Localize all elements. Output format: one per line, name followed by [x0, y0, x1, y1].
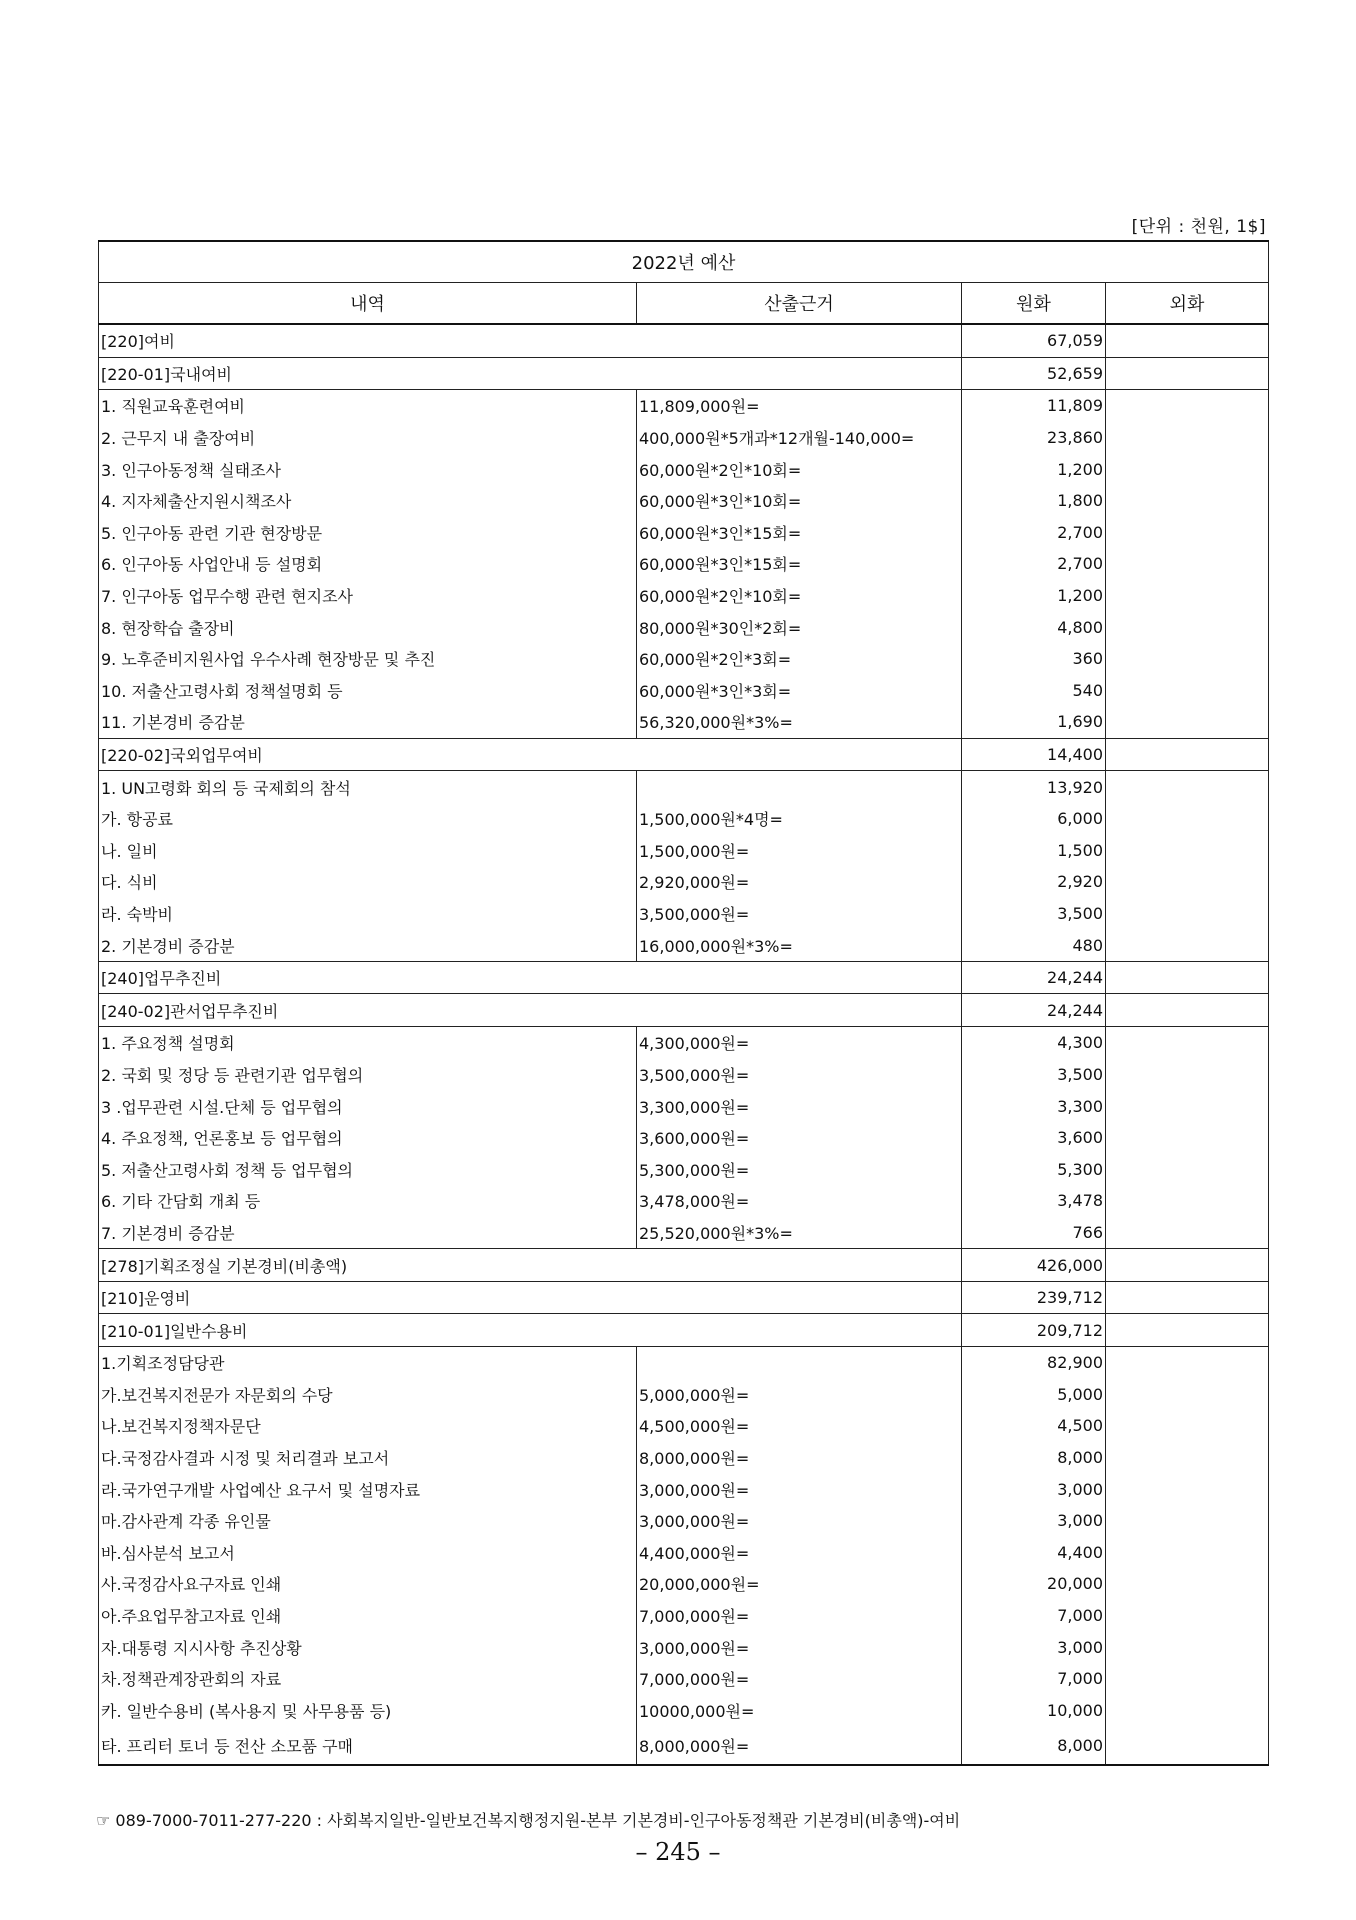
table-row: [99, 1185, 1269, 1217]
item-cell: 4. 주요정책, 언론홍보 등 업무협의: [99, 1122, 637, 1154]
table-row: [99, 1281, 1269, 1314]
basis-cell: 25,520,000원*3%=: [637, 1217, 962, 1249]
table-row: [99, 1153, 1269, 1185]
krw-amount-cell: 3,600: [962, 1122, 1106, 1154]
table-row: [99, 611, 1269, 643]
item-cell: 1. 주요정책 설명회: [99, 1027, 637, 1059]
item-cell: 3 .업무관련 시설.단체 등 업무협의: [99, 1090, 637, 1122]
foreign-amount-cell: [1106, 1505, 1269, 1537]
foreign-amount-cell: [1106, 835, 1269, 867]
krw-amount-cell: 8,000: [962, 1726, 1106, 1765]
item-cell: [210-01]일반수용비: [99, 1314, 962, 1347]
krw-amount-cell: 1,200: [962, 580, 1106, 612]
basis-cell: 60,000원*2인*10회=: [637, 453, 962, 485]
column-header-item: 내역: [99, 283, 637, 325]
krw-amount-cell: 4,400: [962, 1537, 1106, 1569]
item-cell: 라. 숙박비: [99, 898, 637, 930]
krw-amount-cell: 1,500: [962, 835, 1106, 867]
foreign-amount-cell: [1106, 1281, 1269, 1314]
basis-cell: 3,000,000원=: [637, 1505, 962, 1537]
foreign-amount-cell: [1106, 357, 1269, 390]
budget-year-header: 2022년 예산: [99, 241, 1269, 283]
item-cell: 1. UN고령화 회의 등 국제회의 참석: [99, 771, 637, 803]
table-row: [99, 1631, 1269, 1663]
table-row: [99, 1663, 1269, 1695]
krw-amount-cell: 2,700: [962, 548, 1106, 580]
foreign-amount-cell: [1106, 1726, 1269, 1765]
basis-cell: 11,809,000원=: [637, 390, 962, 422]
table-row: [99, 675, 1269, 707]
basis-cell: 60,000원*2인*10회=: [637, 580, 962, 612]
foreign-amount-cell: [1106, 1122, 1269, 1154]
column-header-basis: 산출근거: [637, 283, 962, 325]
foreign-amount-cell: [1106, 1027, 1269, 1059]
basis-cell: 2,920,000원=: [637, 866, 962, 898]
foreign-amount-cell: [1106, 771, 1269, 803]
table-row: [99, 390, 1269, 422]
basis-cell: 4,400,000원=: [637, 1537, 962, 1569]
basis-cell: 400,000원*5개과*12개월-140,000=: [637, 422, 962, 454]
item-cell: [240-02]관서업무추진비: [99, 994, 962, 1027]
item-cell: 3. 인구아동정책 실태조사: [99, 453, 637, 485]
basis-cell: 4,300,000원=: [637, 1027, 962, 1059]
foreign-amount-cell: [1106, 390, 1269, 422]
item-cell: 6. 인구아동 사업안내 등 설명회: [99, 548, 637, 580]
basis-cell: 7,000,000원=: [637, 1600, 962, 1632]
item-cell: 5. 인구아동 관련 기관 현장방문: [99, 517, 637, 549]
krw-amount-cell: 5,300: [962, 1153, 1106, 1185]
basis-cell: 3,300,000원=: [637, 1090, 962, 1122]
foreign-amount-cell: [1106, 1185, 1269, 1217]
krw-amount-cell: 11,809: [962, 390, 1106, 422]
foreign-amount-cell: [1106, 422, 1269, 454]
basis-cell: 60,000원*3인*15회=: [637, 548, 962, 580]
krw-amount-cell: 5,000: [962, 1379, 1106, 1411]
table-row: [99, 835, 1269, 867]
item-cell: 6. 기타 간담회 개최 등: [99, 1185, 637, 1217]
krw-amount-cell: 1,690: [962, 706, 1106, 738]
table-row: [99, 1473, 1269, 1505]
item-cell: 사.국정감사요구자료 인쇄: [99, 1568, 637, 1600]
table-row: [99, 738, 1269, 771]
krw-amount-cell: 20,000: [962, 1568, 1106, 1600]
basis-cell: 1,500,000원*4명=: [637, 803, 962, 835]
foreign-amount-cell: [1106, 1347, 1269, 1379]
column-header-foreign: 외화: [1106, 283, 1269, 325]
foreign-amount-cell: [1106, 1410, 1269, 1442]
krw-amount-cell: 8,000: [962, 1442, 1106, 1474]
foreign-amount-cell: [1106, 1379, 1269, 1411]
item-cell: [220-01]국내여비: [99, 357, 962, 390]
item-cell: 바.심사분석 보고서: [99, 1537, 637, 1569]
foreign-amount-cell: [1106, 1249, 1269, 1282]
basis-cell: 80,000원*30인*2회=: [637, 611, 962, 643]
krw-amount-cell: 82,900: [962, 1347, 1106, 1379]
item-cell: 마.감사관계 각종 유인물: [99, 1505, 637, 1537]
item-cell: 자.대통령 지시사항 추진상황: [99, 1631, 637, 1663]
table-row: [99, 643, 1269, 675]
krw-amount-cell: 52,659: [962, 357, 1106, 390]
basis-cell: 5,000,000원=: [637, 1379, 962, 1411]
krw-amount-cell: 426,000: [962, 1249, 1106, 1282]
item-cell: [220-02]국외업무여비: [99, 738, 962, 771]
basis-cell: [637, 771, 962, 803]
table-row: [99, 1314, 1269, 1347]
foreign-amount-cell: [1106, 1153, 1269, 1185]
table-row: [99, 422, 1269, 454]
item-cell: 10. 저출산고령사회 정책설명회 등: [99, 675, 637, 707]
krw-amount-cell: 7,000: [962, 1663, 1106, 1695]
table-row: [99, 1410, 1269, 1442]
basis-cell: 3,000,000원=: [637, 1473, 962, 1505]
table-row: [99, 517, 1269, 549]
table-row: [99, 1347, 1269, 1379]
krw-amount-cell: 209,712: [962, 1314, 1106, 1347]
table-row: [99, 580, 1269, 612]
foreign-amount-cell: [1106, 1314, 1269, 1347]
item-cell: 2. 국회 및 정당 등 관련기관 업무협의: [99, 1059, 637, 1091]
item-cell: [240]업무추진비: [99, 961, 962, 994]
table-row: [99, 1505, 1269, 1537]
item-cell: 나. 일비: [99, 835, 637, 867]
item-cell: 1. 직원교육훈련여비: [99, 390, 637, 422]
item-cell: 9. 노후준비지원사업 우수사례 현장방문 및 추진: [99, 643, 637, 675]
foreign-amount-cell: [1106, 324, 1269, 357]
item-cell: 5. 저출산고령사회 정책 등 업무협의: [99, 1153, 637, 1185]
basis-cell: 60,000원*3인*15회=: [637, 517, 962, 549]
basis-cell: 3,500,000원=: [637, 1059, 962, 1091]
item-cell: 2. 기본경비 증감분: [99, 929, 637, 961]
krw-amount-cell: 2,700: [962, 517, 1106, 549]
krw-amount-cell: 766: [962, 1217, 1106, 1249]
krw-amount-cell: 3,000: [962, 1473, 1106, 1505]
foreign-amount-cell: [1106, 1090, 1269, 1122]
foreign-amount-cell: [1106, 1631, 1269, 1663]
item-cell: [278]기획조정실 기본경비(비총액): [99, 1249, 962, 1282]
krw-amount-cell: 24,244: [962, 994, 1106, 1027]
krw-amount-cell: 4,300: [962, 1027, 1106, 1059]
basis-cell: 20,000,000원=: [637, 1568, 962, 1600]
foreign-amount-cell: [1106, 611, 1269, 643]
basis-cell: 4,500,000원=: [637, 1410, 962, 1442]
foreign-amount-cell: [1106, 1663, 1269, 1695]
table-row: [99, 1442, 1269, 1474]
table-row: [99, 1027, 1269, 1059]
foreign-amount-cell: [1106, 994, 1269, 1027]
item-cell: 8. 현장학습 출장비: [99, 611, 637, 643]
krw-amount-cell: 23,860: [962, 422, 1106, 454]
table-row: [99, 898, 1269, 930]
page-number: – 245 –: [635, 1838, 721, 1866]
item-cell: 다.국정감사결과 시정 및 처리결과 보고서: [99, 1442, 637, 1474]
table-row: [99, 357, 1269, 390]
foreign-amount-cell: [1106, 1442, 1269, 1474]
foreign-amount-cell: [1106, 803, 1269, 835]
krw-amount-cell: 2,920: [962, 866, 1106, 898]
basis-cell: 3,600,000원=: [637, 1122, 962, 1154]
table-row: [99, 1249, 1269, 1282]
krw-amount-cell: 1,800: [962, 485, 1106, 517]
krw-amount-cell: 6,000: [962, 803, 1106, 835]
item-cell: 가.보건복지전문가 자문회의 수당: [99, 1379, 637, 1411]
item-cell: 아.주요업무참고자료 인쇄: [99, 1600, 637, 1632]
foreign-amount-cell: [1106, 1217, 1269, 1249]
foreign-amount-cell: [1106, 675, 1269, 707]
basis-cell: 60,000원*3인*10회=: [637, 485, 962, 517]
krw-amount-cell: 4,500: [962, 1410, 1106, 1442]
table-row: [99, 1217, 1269, 1249]
table-row: [99, 453, 1269, 485]
basis-cell: 5,300,000원=: [637, 1153, 962, 1185]
item-cell: 11. 기본경비 증감분: [99, 706, 637, 738]
basis-cell: 7,000,000원=: [637, 1663, 962, 1695]
foreign-amount-cell: [1106, 1537, 1269, 1569]
basis-cell: [637, 1347, 962, 1379]
item-cell: 7. 인구아동 업무수행 관련 현지조사: [99, 580, 637, 612]
foreign-amount-cell: [1106, 706, 1269, 738]
table-row: [99, 1122, 1269, 1154]
table-row: [99, 1537, 1269, 1569]
krw-amount-cell: 540: [962, 675, 1106, 707]
krw-amount-cell: 14,400: [962, 738, 1106, 771]
table-row: [99, 1568, 1269, 1600]
budget-rows: [99, 324, 1269, 1765]
basis-cell: 3,478,000원=: [637, 1185, 962, 1217]
krw-amount-cell: 1,200: [962, 453, 1106, 485]
item-cell: 1.기획조정담당관: [99, 1347, 637, 1379]
basis-cell: 60,000원*2인*3회=: [637, 643, 962, 675]
basis-cell: 3,500,000원=: [637, 898, 962, 930]
table-row: [99, 324, 1269, 357]
table-row: [99, 548, 1269, 580]
foreign-amount-cell: [1106, 548, 1269, 580]
table-row: [99, 929, 1269, 961]
krw-amount-cell: 3,300: [962, 1090, 1106, 1122]
krw-amount-cell: 3,000: [962, 1631, 1106, 1663]
krw-amount-cell: 10,000: [962, 1695, 1106, 1727]
item-cell: 다. 식비: [99, 866, 637, 898]
foreign-amount-cell: [1106, 961, 1269, 994]
foreign-amount-cell: [1106, 517, 1269, 549]
krw-amount-cell: 480: [962, 929, 1106, 961]
item-cell: 나.보건복지정책자문단: [99, 1410, 637, 1442]
krw-amount-cell: 3,000: [962, 1505, 1106, 1537]
budget-table: [98, 240, 1269, 1766]
table-row: [99, 866, 1269, 898]
foreign-amount-cell: [1106, 1059, 1269, 1091]
foreign-amount-cell: [1106, 643, 1269, 675]
foreign-amount-cell: [1106, 1473, 1269, 1505]
account-code-note: ☞ 089-7000-7011-277-220 : 사회복지일반-일반보건복지행정지원-본부 기본경비-인구아동정책관 기본경비(비총액)-여비: [96, 1811, 961, 1830]
foreign-amount-cell: [1106, 1695, 1269, 1727]
item-cell: 4. 지자체출산지원시책조사: [99, 485, 637, 517]
item-cell: 7. 기본경비 증감분: [99, 1217, 637, 1249]
table-row: [99, 1726, 1269, 1765]
unit-label: [단위 : 천원, 1$]: [1131, 217, 1266, 237]
foreign-amount-cell: [1106, 1568, 1269, 1600]
krw-amount-cell: 360: [962, 643, 1106, 675]
basis-cell: 8,000,000원=: [637, 1726, 962, 1765]
table-row: [99, 1379, 1269, 1411]
table-row: [99, 485, 1269, 517]
table-row: [99, 1695, 1269, 1727]
item-cell: 가. 항공료: [99, 803, 637, 835]
krw-amount-cell: 3,478: [962, 1185, 1106, 1217]
table-row: [99, 803, 1269, 835]
foreign-amount-cell: [1106, 485, 1269, 517]
krw-amount-cell: 7,000: [962, 1600, 1106, 1632]
table-row: [99, 1600, 1269, 1632]
foreign-amount-cell: [1106, 898, 1269, 930]
krw-amount-cell: 24,244: [962, 961, 1106, 994]
basis-cell: 3,000,000원=: [637, 1631, 962, 1663]
foreign-amount-cell: [1106, 738, 1269, 771]
krw-amount-cell: 67,059: [962, 324, 1106, 357]
item-cell: 타. 프리터 토너 등 전산 소모품 구매: [99, 1726, 637, 1765]
item-cell: [210]운영비: [99, 1281, 962, 1314]
table-row: [99, 1090, 1269, 1122]
foreign-amount-cell: [1106, 1600, 1269, 1632]
basis-cell: 60,000원*3인*3회=: [637, 675, 962, 707]
basis-cell: 10000,000원=: [637, 1695, 962, 1727]
column-header-krw: 원화: [962, 283, 1106, 325]
basis-cell: 1,500,000원=: [637, 835, 962, 867]
foreign-amount-cell: [1106, 866, 1269, 898]
krw-amount-cell: 13,920: [962, 771, 1106, 803]
foreign-amount-cell: [1106, 453, 1269, 485]
foreign-amount-cell: [1106, 580, 1269, 612]
krw-amount-cell: 3,500: [962, 898, 1106, 930]
basis-cell: 56,320,000원*3%=: [637, 706, 962, 738]
krw-amount-cell: 239,712: [962, 1281, 1106, 1314]
table-row: [99, 771, 1269, 803]
item-cell: 차.정책관계장관회의 자료: [99, 1663, 637, 1695]
table-row: [99, 961, 1269, 994]
item-cell: [220]여비: [99, 324, 962, 357]
basis-cell: 8,000,000원=: [637, 1442, 962, 1474]
krw-amount-cell: 4,800: [962, 611, 1106, 643]
krw-amount-cell: 3,500: [962, 1059, 1106, 1091]
item-cell: 라.국가연구개발 사업예산 요구서 및 설명자료: [99, 1473, 637, 1505]
item-cell: 카. 일반수용비 (복사용지 및 사무용품 등): [99, 1695, 637, 1727]
table-row: [99, 1059, 1269, 1091]
table-row: [99, 994, 1269, 1027]
table-row: [99, 706, 1269, 738]
foreign-amount-cell: [1106, 929, 1269, 961]
basis-cell: 16,000,000원*3%=: [637, 929, 962, 961]
item-cell: 2. 근무지 내 출장여비: [99, 422, 637, 454]
